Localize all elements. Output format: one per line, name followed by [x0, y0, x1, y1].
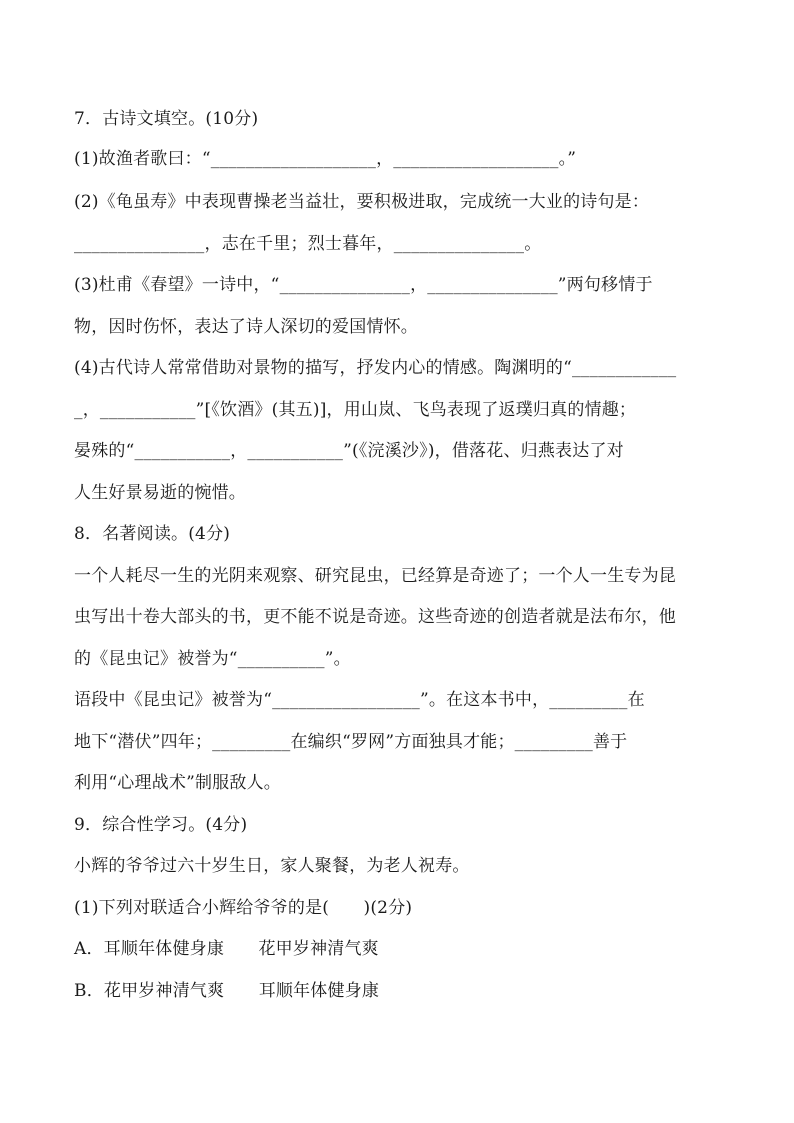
question-8-task-1: 语段中《昆虫记》被誉为“_________________”。在这本书中，_________在: [74, 690, 645, 710]
question-7-part-4-cont-3: 人生好景易逝的惋惜。: [74, 483, 246, 503]
question-8-heading: 8．名著阅读。(4分): [74, 524, 231, 544]
question-7-part-4-cont-1: _，___________”[《饮酒》(其五)]，用山岚、飞鸟表现了返璞归真的情趣；: [74, 400, 637, 420]
question-8-passage-3: 的《昆虫记》被誉为“__________”。: [74, 649, 351, 669]
question-7-part-2-blanks: _______________，志在千里；烈士暮年，_______________。: [74, 234, 542, 254]
question-7-part-1: (1)故渔者歌曰：“___________________，___________________。”: [74, 149, 577, 169]
question-7-part-4-cont-2: 晏殊的“___________，___________”(《浣溪沙》)，借落花、归燕表达了对: [74, 441, 624, 461]
question-7-part-3-cont: 物，因时伤怀，表达了诗人深切的爱国情怀。: [74, 317, 418, 337]
question-8-task-3: 利用“心理战术”制服敌人。: [74, 773, 281, 793]
question-7-heading: 7．古诗文填空。(10分): [74, 109, 259, 129]
question-9-option-b: B．花甲岁神清气爽 耳顺年体健身康: [74, 981, 380, 1001]
question-8-task-2: 地下“潜伏”四年；_________在编织“罗网”方面独具才能；_________善于: [74, 732, 628, 752]
question-9-heading: 9．综合性学习。(4分): [74, 815, 248, 835]
question-8-passage-2: 虫写出十卷大部头的书，更不能不说是奇迹。这些奇迹的创造者就是法布尔，他: [74, 607, 676, 627]
question-7-part-4: (4)古代诗人常常借助对景物的描写，抒发内心的情感。陶渊明的“____________: [74, 358, 677, 378]
question-7-part-2: (2)《龟虽寿》中表现曹操老当益壮，要积极进取，完成统一大业的诗句是：: [74, 192, 650, 212]
question-9-context: 小辉的爷爷过六十岁生日，家人聚餐，为老人祝寿。: [74, 856, 470, 876]
question-9-part-1: (1)下列对联适合小辉给爷爷的是( )(2分): [74, 898, 413, 918]
question-9-option-a: A．耳顺年体健身康 花甲岁神清气爽: [74, 939, 379, 959]
question-7-part-3: (3)杜甫《春望》一诗中，“_______________，_______________”两句移情于: [74, 275, 653, 295]
question-8-passage-1: 一个人耗尽一生的光阴来观察、研究昆虫，已经算是奇迹了；一个人一生专为昆: [74, 566, 676, 586]
